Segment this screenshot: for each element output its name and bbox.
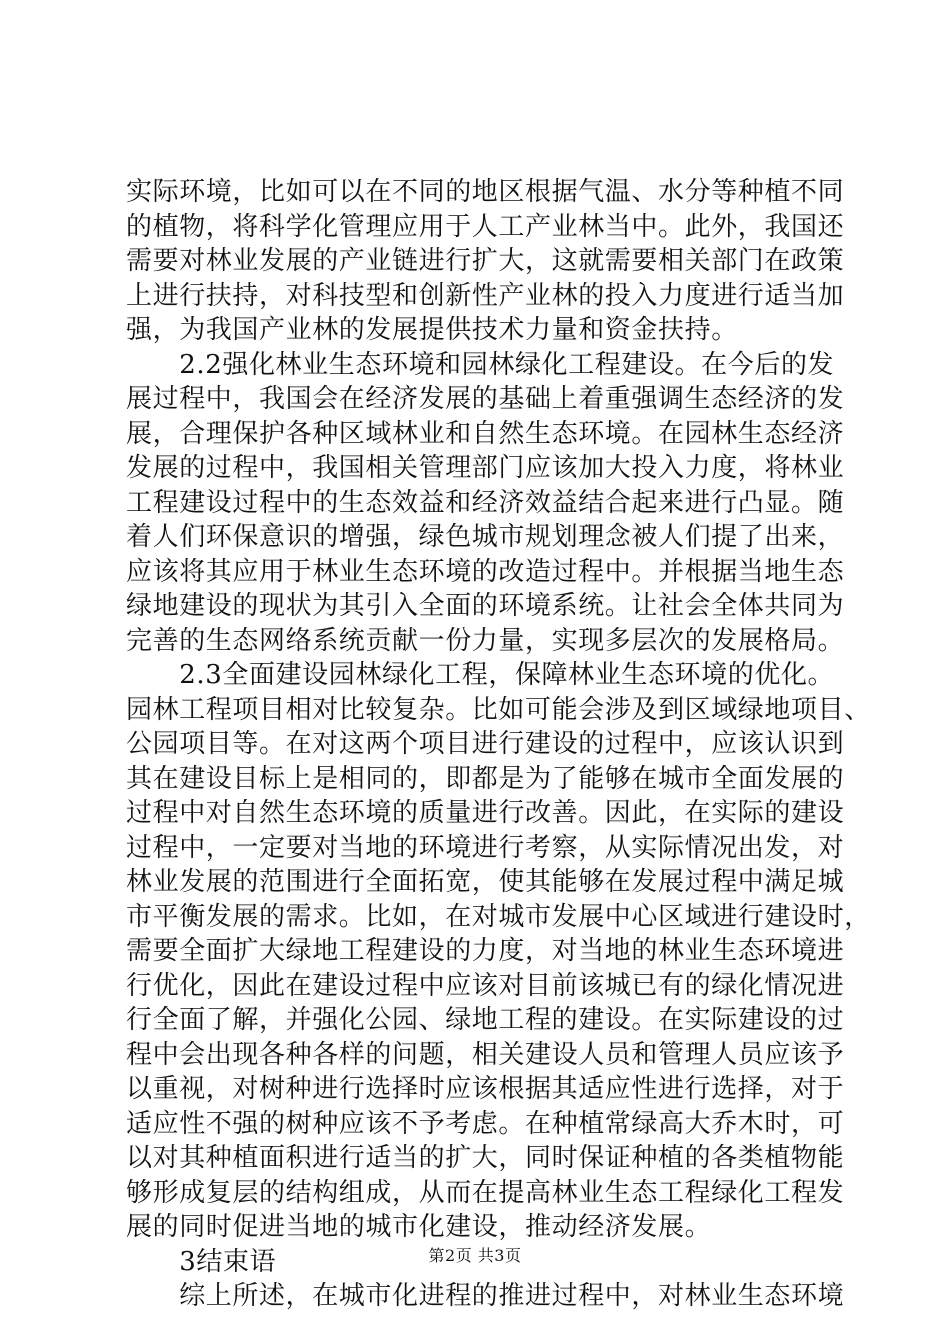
text-line: 应该将其应用于林业生态环境的改造过程中。并根据当地生态 (126, 556, 845, 587)
text-line: 需要全面扩大绿地工程建设的力度，对当地的林业生态环境进 (126, 936, 845, 966)
text-line: 其在建设目标上是相同的，即都是为了能够在城市全面发展的 (126, 763, 845, 794)
text-line: 过程中对自然生态环境的质量进行改善。因此，在实际的建设 (126, 798, 845, 828)
text-line: 展，合理保护各种区域林业和自然生态环境。在园林生态经济 (126, 418, 845, 449)
section-heading-line: 2.2强化林业生态环境和园林绿化工程建设。在今后的发 (126, 349, 835, 380)
text-line: 需要对林业发展的产业链进行扩大，这就需要相关部门在政策 (126, 246, 845, 276)
section-heading-line: 2.3全面建设园林绿化工程，保障林业生态环境的优化。 (126, 660, 835, 690)
text-line: 绿地建设的现状为其引入全面的环境系统。让社会全体共同为 (126, 591, 845, 621)
text-line: 的植物，将科学化管理应用于人工产业林当中。此外，我国还 (126, 211, 845, 242)
text-line: 展过程中，我国会在经济发展的基础上着重强调生态经济的发 (126, 384, 845, 414)
text-line: 程中会出现各种各样的问题，相关建设人员和管理人员应该予 (126, 1039, 845, 1070)
text-line: 强，为我国产业林的发展提供技术力量和资金扶持。 (126, 315, 738, 345)
text-line: 行全面了解，并强化公园、绿地工程的建设。在实际建设的过 (126, 1005, 845, 1035)
body-text (126, 175, 871, 1314)
text-line: 以对其种植面积进行适当的扩大，同时保证种植的各类植物能 (126, 1143, 845, 1173)
section-heading-line: 3结束语 (126, 1246, 277, 1277)
text-line: 综上所述，在城市化进程的推进过程中，对林业生态环境 (126, 1281, 845, 1311)
text-line: 完善的生态网络系统贡献一份力量，实现多层次的发展格局。 (126, 625, 845, 656)
text-line: 着人们环保意识的增强，绿色城市规划理念被人们提了出来， (126, 522, 845, 552)
text-line: 过程中，一定要对当地的环境进行考察，从实际情况出发，对 (126, 832, 845, 863)
text-line: 发展的过程中，我国相关管理部门应该加大投入力度，将林业 (126, 453, 845, 483)
page-footer: 第2页 共3页 (428, 1246, 522, 1265)
text-line: 以重视，对树种进行选择时应该根据其适应性进行选择，对于 (126, 1074, 845, 1104)
text-line: 上进行扶持，对科技型和创新性产业林的投入力度进行适当加 (126, 280, 845, 311)
text-line: 园林工程项目相对比较复杂。比如可能会涉及到区域绿地项目、 (126, 694, 871, 725)
text-line: 市平衡发展的需求。比如，在对城市发展中心区域进行建设时， (126, 901, 871, 932)
text-line: 适应性不强的树种应该不予考虑。在种植常绿高大乔木时，可 (126, 1108, 845, 1139)
text-line: 公园项目等。在对这两个项目进行建设的过程中，应该认识到 (126, 729, 845, 759)
text-line: 展的同时促进当地的城市化建设，推动经济发展。 (126, 1212, 712, 1242)
text-line: 工程建设过程中的生态效益和经济效益结合起来进行凸显。随 (126, 487, 845, 518)
text-line: 实际环境，比如可以在不同的地区根据气温、水分等种植不同 (126, 177, 845, 207)
text-line: 林业发展的范围进行全面拓宽，使其能够在发展过程中满足城 (126, 867, 845, 897)
text-line: 够形成复层的结构组成，从而在提高林业生态工程绿化工程发 (126, 1177, 845, 1208)
text-line: 行优化，因此在建设过程中应该对目前该城已有的绿化情况进 (126, 970, 845, 1001)
